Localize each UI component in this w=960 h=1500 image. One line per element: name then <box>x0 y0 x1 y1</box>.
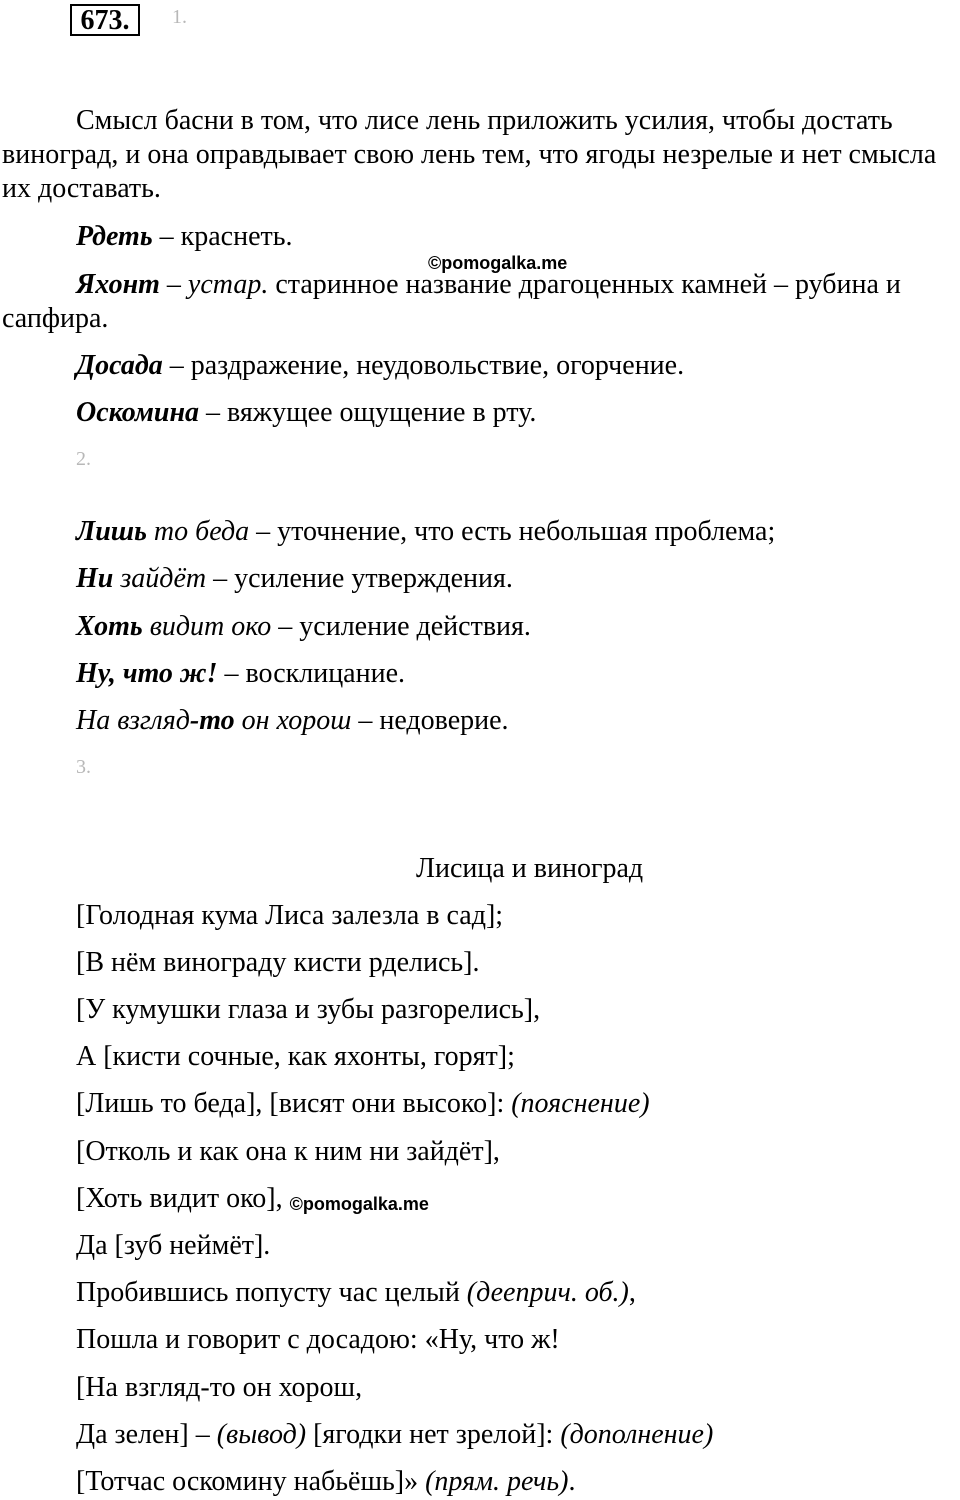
particle-item <box>76 610 531 644</box>
fable-meaning-paragraph: Смысл басни в том, что лисе лень приложить усилия, чтобы достать виноград, и она оправдывает свою лень тем, что ягоды незрелые и нет смысла их доставать. <box>2 105 937 204</box>
definition-text: краснеть. <box>180 221 293 252</box>
definition-text: раздражение, неудовольствие, огорчение. <box>190 350 685 381</box>
fable-line <box>76 1465 575 1499</box>
section-marker-3: 3. <box>76 756 91 778</box>
fable-line <box>76 1040 515 1074</box>
line-text: [На взгляд-то он хорош, <box>76 1372 363 1403</box>
syntax-note: (дополнение) <box>560 1419 714 1450</box>
phrase: он хорош <box>234 705 352 736</box>
phrase: видит око <box>142 611 272 642</box>
explanation: – уточнение, что есть небольшая проблема; <box>249 516 776 547</box>
fable-line <box>76 1182 429 1218</box>
line-text: [Голодная кума Лиса залезла в сад]; <box>76 900 504 931</box>
definition-text: старинное название драгоценных камней – рубина и сапфира. <box>2 269 901 334</box>
phrase: то беда <box>146 516 250 547</box>
syntax-note: (пояснение) <box>511 1088 650 1119</box>
section-marker-1: 1. <box>172 6 187 28</box>
line-tail: , <box>628 1277 636 1308</box>
explanation: – усиление утверждения. <box>206 563 513 594</box>
definition-text: вяжущее ощущение в рту. <box>227 397 537 428</box>
particle-item-last <box>76 704 509 738</box>
line-tail: . <box>568 1466 576 1497</box>
particle: Ни <box>76 563 114 594</box>
dash: – <box>162 350 191 381</box>
line-text: [Тотчас оскомину набьёшь]» <box>76 1466 426 1497</box>
syntax-note: (прям. речь) <box>425 1466 569 1497</box>
dash: – <box>159 269 188 300</box>
line-text: [Хоть видит око], <box>76 1183 290 1214</box>
watermark: ©pomogalka.me <box>289 1194 429 1214</box>
line-tail: [ягодки нет зрелой]: <box>306 1419 561 1450</box>
definition-oskomina <box>76 396 536 430</box>
particle: Лишь <box>76 516 147 547</box>
fable-line <box>76 899 503 933</box>
term: Досада <box>76 350 163 381</box>
particle-item <box>76 515 775 549</box>
line-text: Да зелен] – <box>76 1419 217 1450</box>
watermark: ©pomogalka.me <box>428 253 568 273</box>
definition-yakhont <box>2 268 958 336</box>
definition-rdet <box>76 220 293 254</box>
fable-title: Лисица и виноград <box>416 853 644 884</box>
dash: – <box>199 397 228 428</box>
particle: Ну, что ж! <box>76 658 218 689</box>
fable-line <box>76 1229 270 1263</box>
definition-dosada <box>76 349 684 383</box>
explanation: – восклицание. <box>217 658 406 689</box>
exercise-number: 673. <box>70 4 140 36</box>
fable-line <box>76 1418 713 1452</box>
term: Яхонт <box>76 269 160 300</box>
fable-line <box>76 1276 636 1310</box>
line-text: Пошла и говорит с досадою: «Ну, что ж! <box>76 1324 560 1355</box>
phrase: зайдёт <box>113 563 207 594</box>
phrase: На взгляд <box>76 705 190 736</box>
particle: Хоть <box>76 611 143 642</box>
explanation: – недоверие. <box>351 705 509 736</box>
fable-line <box>76 1087 650 1121</box>
term: Рдеть <box>76 221 153 252</box>
particle: -то <box>189 705 235 736</box>
line-text: Пробившись попусту час целый <box>76 1277 467 1308</box>
line-text: А [кисти сочные, как яхонты, горят]; <box>76 1041 515 1072</box>
line-text: [В нём винограду кисти рделись]. <box>76 947 480 978</box>
particle-item <box>76 562 513 596</box>
syntax-note: (дееприч. об.) <box>466 1277 629 1308</box>
line-text: [У кумушки глаза и зубы разгорелись], <box>76 994 541 1025</box>
explanation: – усиление действия. <box>271 611 531 642</box>
line-text: [Лишь то беда], [висят они высоко]: <box>76 1088 512 1119</box>
syntax-note: (вывод) <box>216 1419 307 1450</box>
fable-line <box>76 946 480 980</box>
section-marker-2: 2. <box>76 448 91 470</box>
particle-item <box>76 657 405 691</box>
fable-line <box>76 1135 500 1169</box>
dash: – <box>152 221 181 252</box>
usage-note: устар. <box>187 269 269 300</box>
line-text: [Отколь и как она к ним ни зайдёт], <box>76 1136 500 1167</box>
fable-line <box>76 1371 362 1405</box>
term: Оскомина <box>76 397 200 428</box>
line-text: Да [зуб неймёт]. <box>76 1230 271 1261</box>
fable-line <box>76 993 540 1027</box>
fable-line <box>76 1323 560 1357</box>
